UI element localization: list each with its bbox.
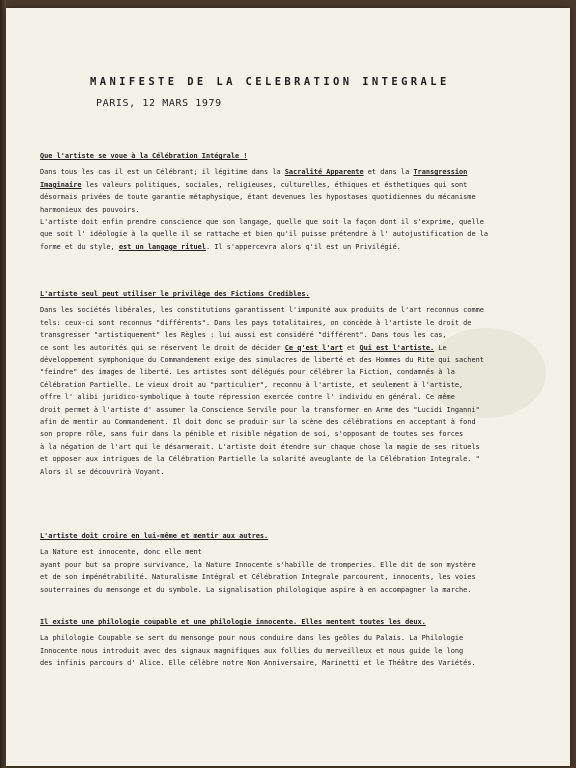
text-line: son propre rôle, sans fuir dans la pénible et risible négation de soi, s'opposant de toutes ses forces [40, 430, 464, 439]
text-line: Dans les sociétés libérales, les constitutions garantissent l'impunité aux produits de l'art reconnus comme [40, 306, 484, 315]
text-line: harmonieux des pouvoirs. [40, 205, 140, 214]
text-line: La Nature est innocente, donc elle ment [40, 548, 202, 557]
text-line: offre l' alibi juridico-symbolique à toute répression exercée contre l' individu en général. Ce même [40, 393, 455, 402]
section-3 [40, 530, 552, 596]
text-line: transgresser "artistiquement" les Règles : lui aussi est considéré "différent". Dans tous les cas, [40, 331, 447, 340]
text-line: des infinis parcours d' Alice. Elle célèbre notre Non Anniversaire, Marinetti et le Théâtre des Variétés. [40, 659, 476, 668]
text-line: que soit l' idéologie à la quelle il se rattache et bien qu'il puisse prétendre à l' autojustification de la [40, 230, 489, 239]
section-2-heading: L'artiste seul peut utiliser le privilège des Fictions Credibles. [40, 290, 310, 298]
section-2 [40, 288, 552, 478]
text-line: forme et du style, est un langage rituel. Il s'appercevra alors q'il est un Privilégié. [40, 242, 401, 251]
text-line: L'artiste doit enfin prendre conscience que son langage, quelle que soit la façon dont il s'exprime, quelle [40, 218, 484, 227]
text-line: souterraines du mensonge et du symbole. La signalisation philologique aspire à en accompagner la marche. [40, 585, 472, 594]
text-line: ce sont les autorités qui se réservent le droit de décider Ce q'est l'art et Qui est l'artiste. Le [40, 343, 447, 352]
section-4 [40, 616, 552, 670]
text-line: afin de mentir au Commandement. Il doit donc se produir sur la scène des célébrations en acceptant à fond [40, 418, 476, 427]
text-line: Dans tous les cas il est un Célébrant; il légitime dans la Sacralité Apparente et dans la Transgression [40, 168, 468, 177]
text-line: Imaginaire les valeurs politiques, sociales, religieuses, culturelles, éthiques et ésthetiques qui sont [40, 180, 468, 189]
section-3-heading: L'artiste doit croire en lui-même et mentir aux autres. [40, 532, 269, 540]
section-1 [40, 150, 552, 253]
text-line: et de son impénétrabilité. Naturalisme Intégral et Célébration Integrale parcourent, innocents, les voies [40, 573, 476, 582]
text-line: développement symphonique du Commandement exige des simulacres de liberté et des Hommes du Rite qui sachent [40, 356, 484, 365]
text-line: "feindre" des images de liberté. Les artistes sont délégués pour célébrer la Fiction, condamnés à la [40, 368, 455, 377]
section-4-heading: Il existe une philologie coupable et une philologie innocente. Elles mentent toutes les deux. [40, 618, 426, 626]
text-line: désormais privées de toute garantie métaphysique, étant devenues les hypostases quotidiennes du mécanisme [40, 193, 476, 202]
text-line: Célébration Partielle. Le vieux droit au "particulier", reconnu à l'artiste, et seulement à l'artiste, [40, 380, 464, 389]
text-line: à la négation de l'art qui le désarmerait. L'artiste doit étendre sur chaque chose la magie de ses rituels [40, 442, 480, 451]
text-line: ayant pour but sa propre survivance, la Nature Innocente s'habille de tromperies. Elle dit de son mystère [40, 560, 476, 569]
dateline: PARIS, 12 MARS 1979 [96, 98, 222, 109]
text-line: Innocente nous introduit avec des signaux magnifiques aux follies du merveilleux et nous guide le long [40, 646, 464, 655]
text-line: et opposer aux intrigues de la Célébration Partielle la solarité aveuglante de la Célébration Integrale. " [40, 455, 480, 464]
text-line: La philologie Coupable se sert du mensonge pour nous conduire dans les geôles du Palais. La Philologie [40, 634, 464, 643]
text-line: Alors il se découvrirà Voyant. [40, 467, 165, 476]
text-line: droit permet à l'artiste d' assumer la Conscience Servile pour la transformer en Arme des "Lucidi Inganni" [40, 405, 480, 414]
document-title: MANIFESTE DE LA CELEBRATION INTEGRALE [90, 76, 450, 88]
text-line: tels: ceux-ci sont reconnus "différents". Dans les pays totalitaires, on concède à l'artiste le droit de [40, 318, 472, 327]
section-1-heading: Que l'artiste se voue à la Célébration Intégrale ! [40, 152, 248, 160]
